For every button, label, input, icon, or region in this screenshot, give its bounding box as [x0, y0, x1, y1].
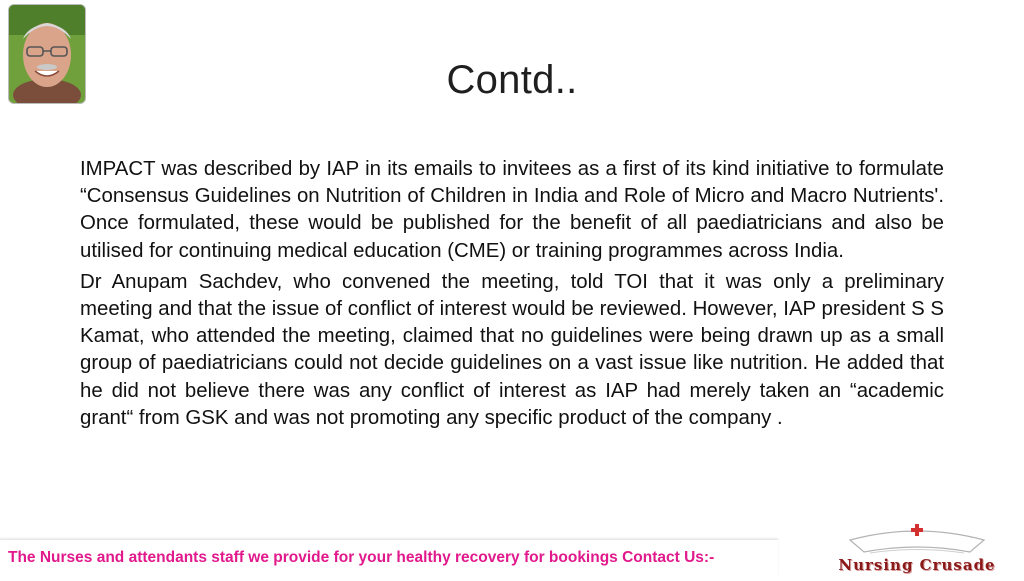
paragraph-sachdev: Dr Anupam Sachdev, who convened the meeting, told TOI that it was only a preliminary meeting and that the issue of conflict of interest would be reviewed. However, IAP president S S Kamat, who attended the meeting, claimed that no guidelines were being drawn up as a small group of paediatricians could not decide guidelines on a vast issue like nutrition. He added that he did not believe there was any conflict of interest as IAP had merely taken an “academic grant“ from GSK and was not promoting any specific product of the company .: [80, 270, 944, 429]
slide-body: [80, 156, 944, 436]
slide-title: Contd..: [446, 58, 578, 102]
paragraph-impact: IMPACT was described by IAP in its emails to invitees as a first of its kind initiative to formulate “Consensus Guidelines on Nutrition of Children in India and Role of Micro and Macro Nutrients'. Once formulated, these would be published for the benefit of all paediatricians and also be utilised for continuing medical education (CME) or training programmes across India.: [80, 158, 944, 262]
nursing-crusade-logo: [810, 520, 1024, 576]
footer-banner: [0, 539, 778, 577]
logo-text: Nursing Crusade: [838, 556, 996, 574]
footer-contact-text: The Nurses and attendants staff we provide for your healthy recovery for bookings Contact Us:-: [8, 549, 715, 566]
